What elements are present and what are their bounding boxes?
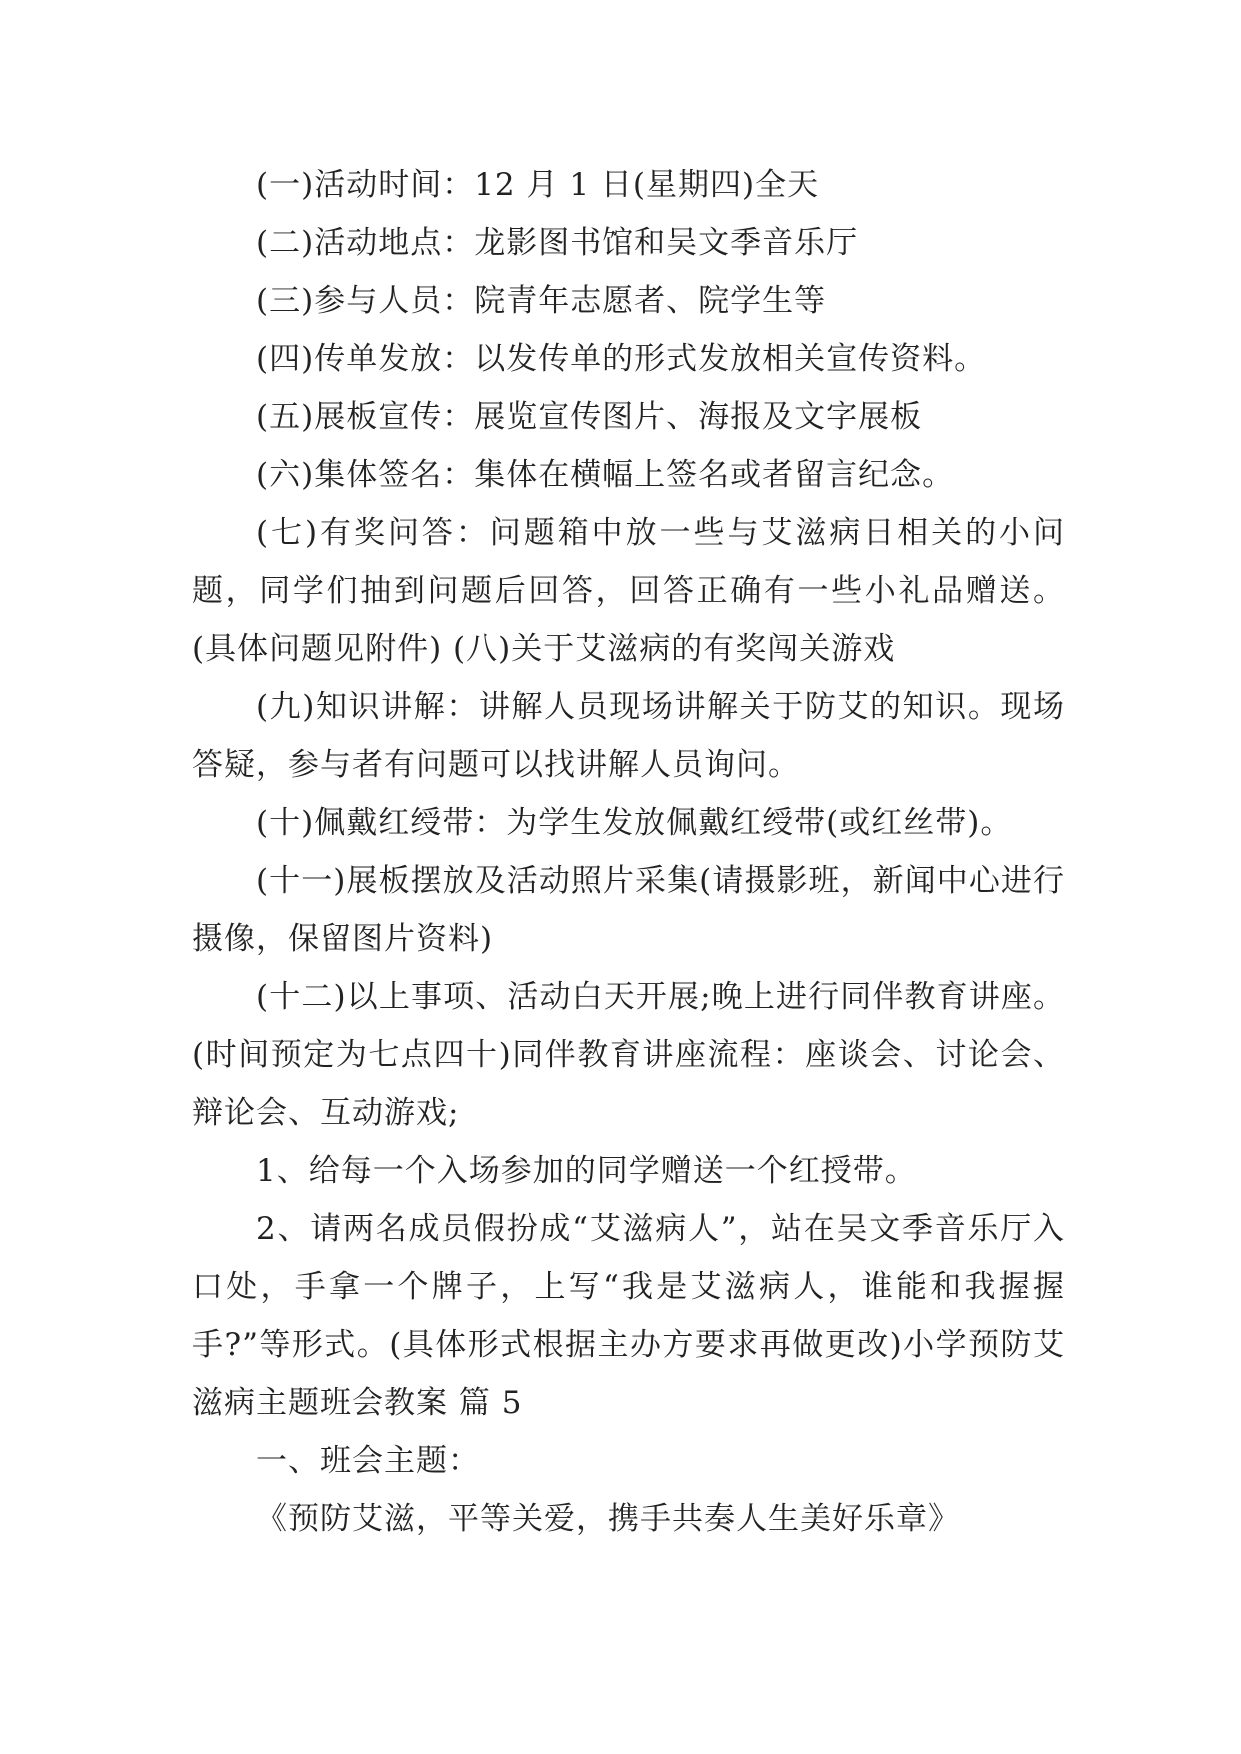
paragraph-activity-location: (二)活动地点：龙影图书馆和吴文季音乐厅 (256, 225, 859, 261)
paragraph-item-1: 1、给每一个入场参加的同学赠送一个红授带。 (256, 1153, 917, 1189)
paragraph-photo-collection: (十一)展板摆放及活动照片采集(请摄影班，新闻中心进行摄像，保留图片资料) (192, 863, 1065, 957)
paragraph-quiz: (七)有奖问答：问题箱中放一些与艾滋病日相关的小问题，同学们抽到问题后回答，回答正确有一些小礼品赠送。(具体问题见附件) (八)关于艾滋病的有奖闯关游戏 (192, 515, 1065, 667)
paragraph-group-signing: (六)集体签名：集体在横幅上签名或者留言纪念。 (256, 457, 955, 493)
paragraph-participants: (三)参与人员：院青年志愿者、院学生等 (256, 283, 827, 319)
paragraph-knowledge-talk: (九)知识讲解：讲解人员现场讲解关于防艾的知识。现场答疑，参与者有问题可以找讲解人员询问。 (192, 689, 1065, 783)
paragraph-red-ribbon: (十)佩戴红绶带：为学生发放佩戴红绶带(或红丝带)。 (256, 805, 1013, 841)
paragraph-leaflets: (四)传单发放：以发传单的形式发放相关宣传资料。 (256, 341, 987, 377)
paragraph-display-boards: (五)展板宣传：展览宣传图片、海报及文字展板 (256, 399, 923, 435)
paragraph-theme-title: 《预防艾滋，平等关爱，携手共奏人生美好乐章》 (256, 1501, 960, 1537)
paragraph-section-heading: 一、班会主题： (256, 1443, 480, 1479)
paragraph-evening-lecture: (十二)以上事项、活动白天开展;晚上进行同伴教育讲座。(时间预定为七点四十)同伴教育讲座流程：座谈会、讨论会、辩论会、互动游戏; (192, 979, 1065, 1131)
paragraph-item-2: 2、请两名成员假扮成“艾滋病人”，站在吴文季音乐厅入口处，手拿一个牌子，上写“我是艾滋病人，谁能和我握握手?”等形式。(具体形式根据主办方要求再做更改)小学预防艾滋病主题班会教案 篇 5 (192, 1211, 1065, 1421)
paragraph-activity-time: (一)活动时间：12 月 1 日(星期四)全天 (256, 167, 820, 203)
